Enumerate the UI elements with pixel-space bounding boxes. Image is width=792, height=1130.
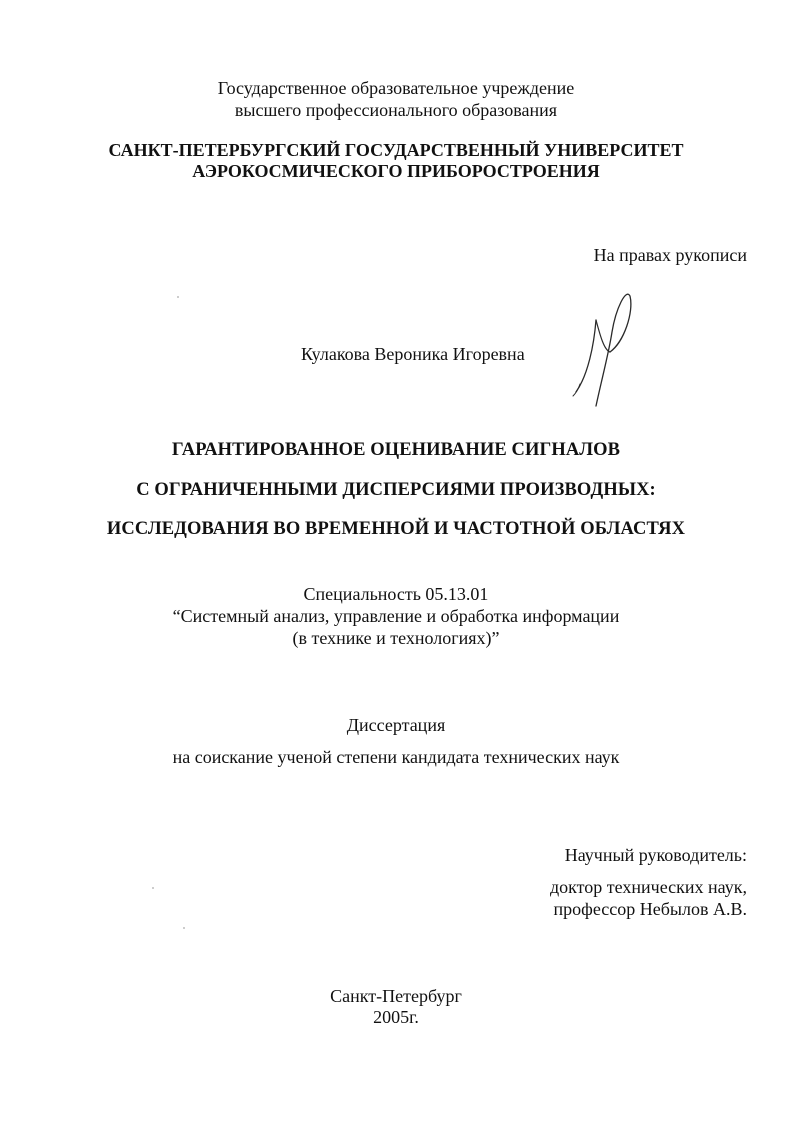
specialty-line-2: “Системный анализ, управление и обработка информации [172, 606, 620, 626]
scan-speck [152, 887, 154, 889]
specialty-line-1: Специальность 05.13.01 [303, 584, 489, 604]
specialty-line-3: (в технике и технологиях)” [292, 628, 500, 648]
dissertation-label: Диссертация [346, 715, 446, 735]
scan-speck [183, 927, 185, 929]
supervisor-label: Научный руководитель: [564, 845, 747, 865]
author-name: Кулакова Вероника Игоревна [301, 344, 525, 364]
dissertation-degree: на соискание ученой степени кандидата технических наук [172, 747, 620, 767]
footer-year: 2005г. [373, 1007, 419, 1027]
title-line-2: С ОГРАНИЧЕННЫМИ ДИСПЕРСИЯМИ ПРОИЗВОДНЫХ: [136, 480, 656, 500]
institution-line-2: высшего профессионального образования [234, 100, 558, 120]
supervisor-degree: доктор технических наук, [550, 877, 747, 897]
scan-speck [177, 296, 179, 298]
university-name-line-2: АЭРОКОСМИЧЕСКОГО ПРИБОРОСТРОЕНИЯ [192, 161, 600, 181]
university-name-line-1: САНКТ-ПЕТЕРБУРГСКИЙ ГОСУДАРСТВЕННЫЙ УНИВЕРСИТЕТ [108, 140, 684, 160]
institution-line-1: Государственное образовательное учреждение [217, 78, 575, 98]
manuscript-note: На правах рукописи [593, 245, 747, 265]
title-line-3: ИССЛЕДОВАНИЯ ВО ВРЕМЕННОЙ И ЧАСТОТНОЙ ОБЛАСТЯХ [106, 519, 686, 539]
signature-icon [566, 290, 636, 410]
footer-city: Санкт-Петербург [330, 986, 462, 1006]
supervisor-name: профессор Небылов А.В. [553, 899, 747, 919]
title-line-1: ГАРАНТИРОВАННОЕ ОЦЕНИВАНИЕ СИГНАЛОВ [171, 440, 621, 460]
